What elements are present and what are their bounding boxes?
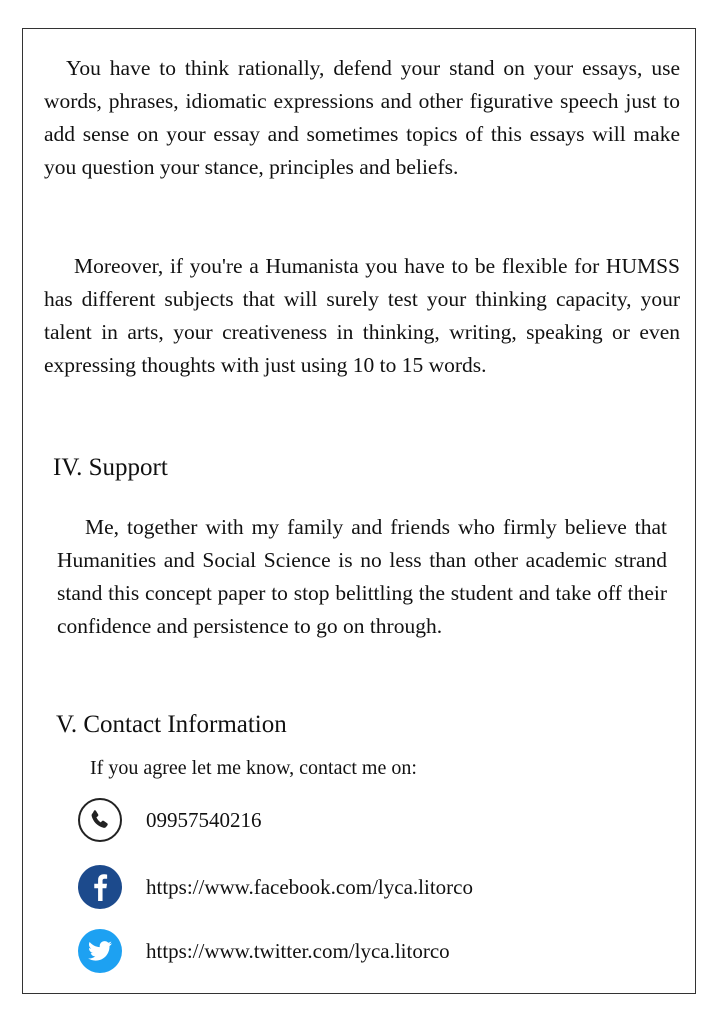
- paragraph-essays: You have to think rationally, defend your stand on your essays, use words, phrases, idiomatic expressions and other figurative speech just to add sense on your essay and sometimes topics of this essays will make you question your stance, principles and beliefs.: [44, 56, 680, 179]
- facebook-link[interactable]: https://www.facebook.com/lyca.litorco: [146, 874, 473, 899]
- section-heading-contact: V. Contact Information: [56, 711, 287, 738]
- contact-phone: [78, 798, 262, 842]
- twitter-link[interactable]: https://www.twitter.com/lyca.litorco: [146, 938, 450, 963]
- twitter-icon: [78, 929, 122, 973]
- paragraph-flexible: Moreover, if you're a Humanista you have to be flexible for HUMSS has different subjects that will surely test your thinking capacity, your talent in arts, your creativeness in thinking, writing, speaking or even expressing thoughts with just using 10 to 15 words.: [44, 254, 680, 377]
- section-heading-support: IV. Support: [53, 454, 168, 481]
- paragraph-support: Me, together with my family and friends who firmly believe that Humanities and Social Science is no less than other academic strand stand this concept paper to stop belittling the student and take off their confidence and persistence to go on through.: [57, 515, 667, 638]
- facebook-icon: [78, 865, 122, 909]
- phone-icon: [78, 798, 122, 842]
- contact-facebook: [78, 865, 473, 909]
- phone-number[interactable]: 09957540216: [146, 807, 262, 832]
- contact-twitter: [78, 929, 450, 973]
- contact-intro: If you agree let me know, contact me on:: [90, 757, 417, 779]
